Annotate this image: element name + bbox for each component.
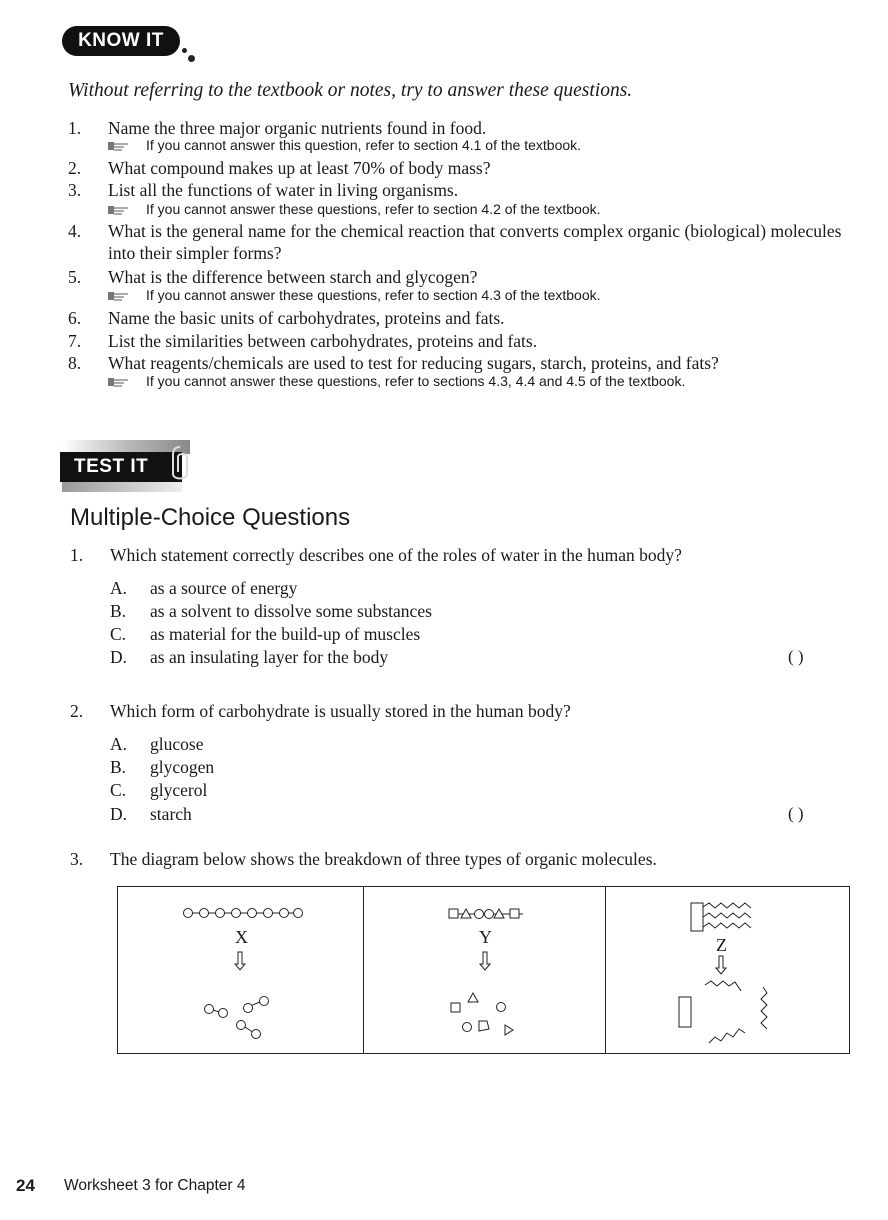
textbook-reference	[108, 287, 601, 303]
badge-dot	[188, 55, 195, 62]
test-it-label: TEST IT	[60, 452, 182, 482]
down-arrow-icon	[715, 955, 727, 975]
question-text: What is the general name for the chemical reaction that converts complex organic (biological) molecules into their simpler forms?	[108, 221, 842, 263]
know-it-badge	[62, 26, 186, 58]
question-number: 2.	[68, 158, 82, 178]
option-letter: D.	[110, 804, 128, 824]
page-number: 24	[16, 1176, 35, 1195]
option-text: glycerol	[150, 780, 208, 800]
question-number: 2.	[70, 701, 84, 721]
option-letter: A.	[110, 578, 128, 598]
diagram-cell-y	[363, 887, 606, 1053]
question-number: 7.	[68, 331, 82, 351]
reference-text: If you cannot answer these questions, refer to section 4.2 of the textbook.	[146, 201, 601, 217]
answer-bracket[interactable]: ( )	[788, 804, 804, 823]
question-text: What reagents/chemicals are used to test for reducing sugars, starch, proteins, and fats?	[108, 353, 719, 373]
badge-shadow	[62, 482, 182, 492]
option-letter: A.	[110, 734, 128, 754]
question-number: 3.	[70, 849, 84, 869]
reference-text: If you cannot answer these questions, refer to sections 4.3, 4.4 and 4.5 of the textbook.	[146, 373, 686, 389]
option-letter: C.	[110, 780, 127, 800]
breakdown-diagram	[117, 886, 850, 1054]
amino-acid-units-icon	[449, 989, 529, 1041]
badge-dot	[182, 48, 187, 53]
glucose-units-icon	[202, 991, 282, 1043]
pointing-hand-icon	[108, 374, 130, 384]
down-arrow-icon	[479, 951, 491, 971]
option-text: as an insulating layer for the body	[150, 647, 389, 667]
option-letter: D.	[110, 647, 128, 667]
question-number: 4.	[68, 221, 82, 241]
reference-text: If you cannot answer these questions, refer to section 4.3 of the textbook.	[146, 287, 601, 303]
pointing-hand-icon	[108, 288, 130, 298]
down-arrow-icon	[234, 951, 246, 971]
option-text: glycogen	[150, 757, 215, 777]
option-letter: C.	[110, 624, 127, 644]
option-letter: B.	[110, 757, 127, 777]
option-letter: B.	[110, 601, 127, 621]
pointing-hand-icon	[108, 138, 130, 148]
textbook-reference	[108, 373, 685, 389]
question-number: 1.	[68, 118, 82, 138]
know-it-instruction: Without referring to the textbook or notes, try to answer these questions.	[68, 80, 633, 101]
question-number: 6.	[68, 308, 82, 328]
option-text: as a source of energy	[150, 578, 298, 598]
reference-text: If you cannot answer this question, refer to section 4.1 of the textbook.	[146, 137, 582, 153]
section-title: Multiple-Choice Questions	[70, 504, 351, 531]
pointing-hand-icon	[108, 202, 130, 212]
question-text: Name the three major organic nutrients found in food.	[108, 118, 487, 138]
option-text: as a solvent to dissolve some substances	[150, 601, 432, 621]
molecule-label-y: Y	[479, 927, 492, 947]
footer-title: Worksheet 3 for Chapter 4	[64, 1177, 246, 1194]
option-text: starch	[150, 804, 192, 824]
question-number: 3.	[68, 180, 82, 200]
question-number: 1.	[70, 545, 84, 565]
textbook-reference	[108, 201, 601, 217]
fat-molecule-icon	[689, 897, 759, 933]
question-number: 5.	[68, 267, 82, 287]
diagram-cell-x	[118, 887, 364, 1053]
molecule-label-x: X	[235, 927, 248, 947]
question-text: What compound makes up at least 70% of body mass?	[108, 158, 491, 178]
know-it-label: KNOW IT	[62, 26, 180, 56]
protein-chain-icon	[447, 905, 527, 921]
option-text: glucose	[150, 734, 204, 754]
test-it-badge	[60, 440, 196, 496]
question-text: List the similarities between carbohydrates, proteins and fats.	[108, 331, 538, 351]
question-text: Name the basic units of carbohydrates, proteins and fats.	[108, 308, 505, 328]
answer-bracket[interactable]: ( )	[788, 647, 804, 666]
question-text: What is the difference between starch and glycogen?	[108, 267, 478, 287]
question-text: The diagram below shows the breakdown of three types of organic molecules.	[110, 849, 657, 869]
option-text: as material for the build-up of muscles	[150, 624, 421, 644]
question-text: Which form of carbohydrate is usually stored in the human body?	[110, 701, 571, 721]
question-text: Which statement correctly describes one of the roles of water in the human body?	[110, 545, 682, 565]
question-number: 8.	[68, 353, 82, 373]
glycogen-chain-icon	[182, 905, 304, 921]
molecule-label-z: Z	[716, 935, 727, 955]
textbook-reference	[108, 137, 581, 153]
glycerol-fatty-acids-icon	[675, 977, 785, 1047]
paperclip-icon	[168, 444, 192, 484]
diagram-cell-z	[605, 887, 849, 1053]
question-text: List all the functions of water in living organisms.	[108, 180, 459, 200]
